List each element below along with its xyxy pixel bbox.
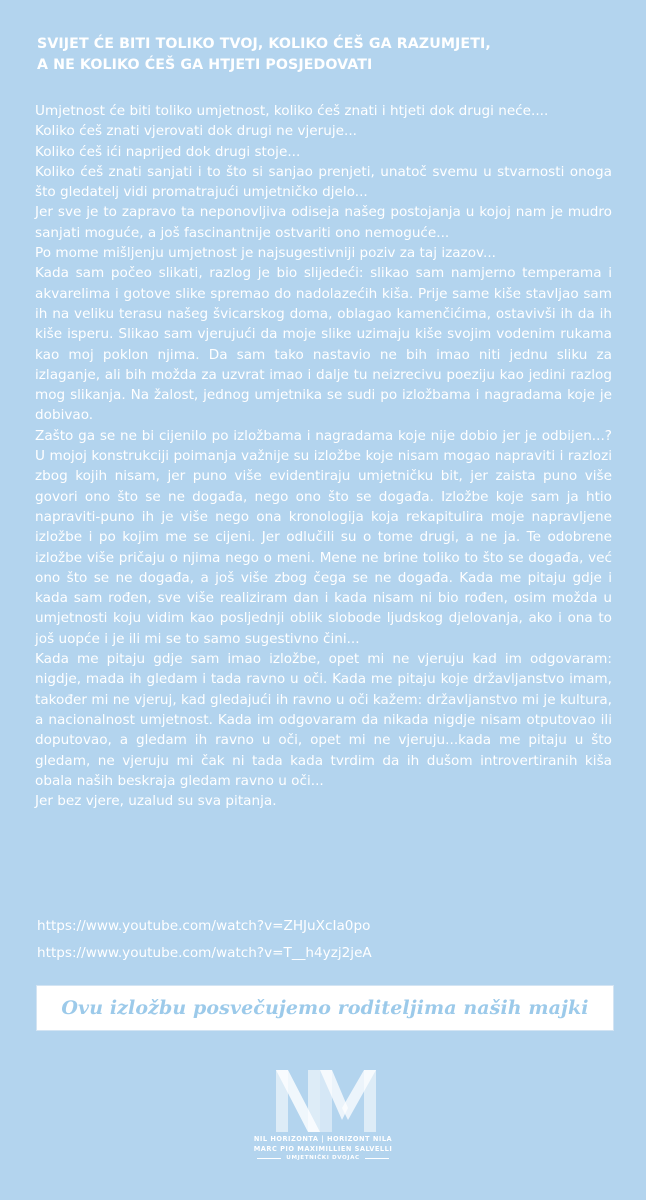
paragraph-5: Jer sve je to zapravo ta neponovljiva odiseja našeg postojanja u kojoj nam je mudro sanjati moguće, a još fascinantnije ostvariti ono nemoguće... <box>35 204 612 241</box>
paragraph-10: Jer bez vjere, uzalud su sva pitanja. <box>35 793 277 810</box>
nm-monogram-icon <box>268 1068 378 1134</box>
video-links <box>37 916 537 963</box>
paragraph-6: Po mome mišljenju umjetnost je najsugestivniji poziv za taj izazov... <box>35 245 496 262</box>
dedication-banner <box>36 985 614 1031</box>
page-title <box>37 34 617 76</box>
paragraph-4: Koliko ćeš znati sanjati i to što si sanjao prenjeti, unatoč svemu u stvarnosti onoga što gledatelj vidi promatrajući umjetničko djelo... <box>35 163 612 201</box>
body-text <box>35 101 612 811</box>
logo <box>233 1068 413 1178</box>
tagline-text: UMJETNIČKI DVOJAC <box>286 1155 360 1161</box>
title-line-2: A NE KOLIKO ĆEŠ GA HTJETI POSJEDOVATI <box>37 57 373 73</box>
paragraph-1: Umjetnost će biti toliko umjetnost, koliko ćeš znati i htjeti dok drugi neće.... <box>35 103 549 119</box>
paragraph-8: Zašto ga se ne bi cijenilo po izložbama i nagradama koje nije dobio jer je odbijen...? U mojoj konstrukciji poimanja važnije su izložbe koje nisam mogao napraviti i razlozi zbog kojih nisam, jer puno više evidentiraju umjetničku bit, jer zaista puno više govori ono što se ne događa, nego ono što se događa. Izložbe koje sam ja htio napraviti-puno ih je više nego ona kronologija koja rekapitulira moje napravljene izložbe i po kojim me se cijeni. Jer odlučili su o tome drugi, a ne ja. Te odobrene izložbe više pričaju o njima nego o meni. Mene ne brine toliko to što se događa, već ono što se ne događa, a još više zbog čega se ne događa. Kada me pitaju gdje i kada sam rođen, sve više realiziram dan i kada nisam ni bio rođen, osim možda u umjetnosti koju vidim kao posljednji oblik slobode ljudskog djelovanja, ako i ona to još uopće i je ili mi se to samo sugestivno čini... <box>35 427 612 647</box>
paragraph-2: Koliko ćeš znati vjerovati dok drugi ne vjeruje... <box>35 123 357 140</box>
paragraph-7: Kada sam počeo slikati, razlog je bio slijedeći: slikao sam namjerno temperama i akvarelima i gotove slike spremao do nadolazećih kiša. Prije same kiše stavljao sam ih na veliku terasu našeg švicarskog doma, oblagao kamenčićima, ostavivši ih da ih kiše isperu. Slikao sam vjerujući da moje slike uzimaju kiše svojim vodenim rukama kao moj poklon njima. Da sam tako nastavio ne bih imao niti jednu sliku za izlaganje, ali bih možda za uzvrat imao i dalje tu neizrecivu poeziju kao jedini razlog mog slikanja. Na žalost, jednog umjetnika se sudi po izložbama i nagradama koje je dobivao. <box>35 265 612 424</box>
title-line-1: SVIJET ĆE BITI TOLIKO TVOJ, KOLIKO ĆEŠ GA RAZUMJETI, <box>37 36 491 52</box>
youtube-link-1[interactable]: https://www.youtube.com/watch?v=ZHJuXcIa0po <box>37 918 371 934</box>
tagline-rule-right <box>365 1158 389 1159</box>
paragraph-3: Koliko ćeš ići naprijed dok drugi stoje... <box>35 143 301 160</box>
paragraph-9: Kada me pitaju gdje sam imao izložbe, opet mi ne vjeruju kad im odgovaram: nigdje, mada ih gledam i tada ravno u oči. Kada me pitaju koje državljanstvo imam, također mi ne vjeruj, kad gledajući ih ravno u oči kažem: državljanstvo mi je kultura, a nacionalnost umjetnost. Kada im odgovaram da nikada nigdje nisam otputovao ili doputovao, a gledam ih ravno u oči, opet mi ne vjeruju...kada me pitaju u što gledam, ne vjeruju mi čak ni tada kada tvrdim da ih dušom introvertiranih kiša obala naših beskraja gledam ravno u oči... <box>35 651 612 789</box>
logo-tagline <box>233 1154 413 1163</box>
logo-line-2: MARC PIO MAXIMILLIEN SALVELLI <box>253 1145 393 1153</box>
dedication-text: Ovu izložbu posvečujemo roditeljima naših majki <box>61 997 589 1019</box>
tagline-rule-left <box>257 1158 281 1159</box>
logo-line-1: NIL HORIZONTA | HORIZONT NILA <box>253 1135 393 1143</box>
youtube-link-2[interactable]: https://www.youtube.com/watch?v=T__h4yzj2jeA <box>37 945 372 961</box>
